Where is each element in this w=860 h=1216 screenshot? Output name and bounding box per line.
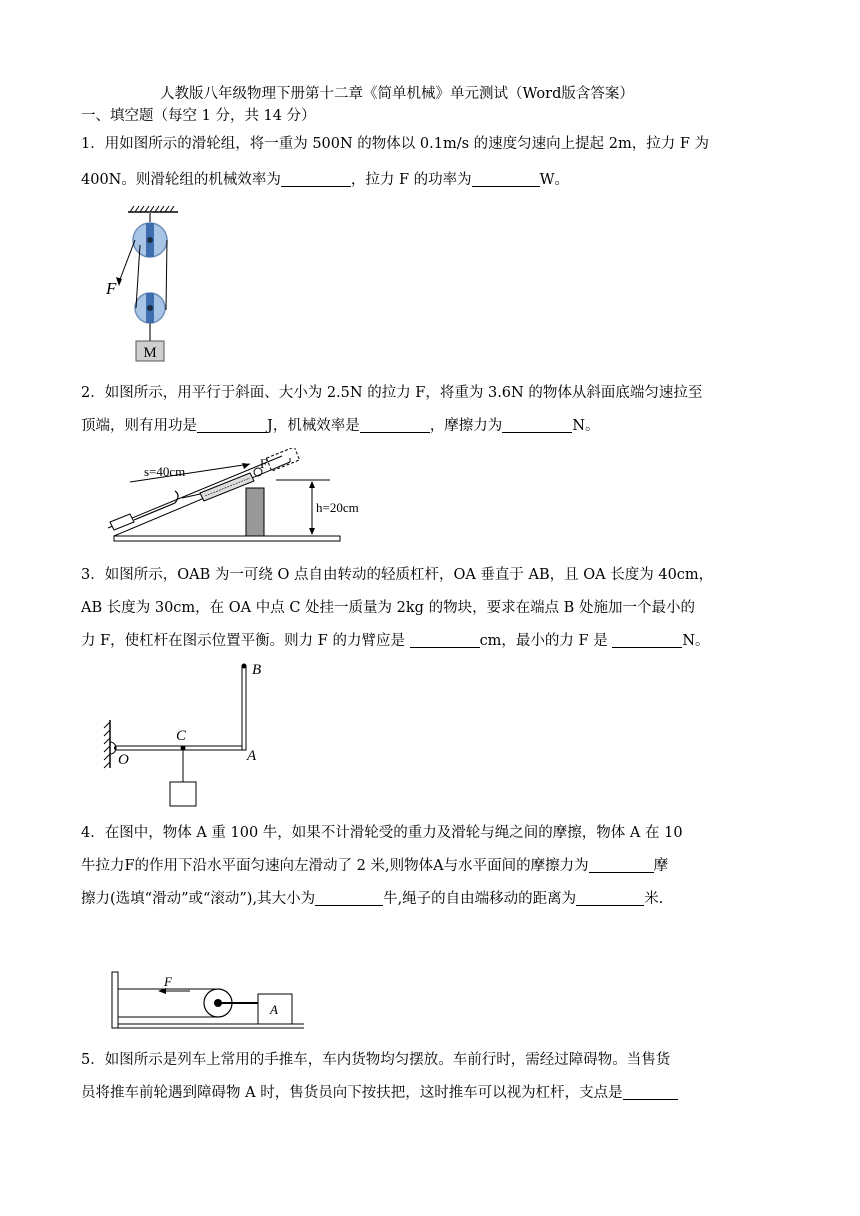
lever-figure bbox=[96, 660, 276, 810]
q1-text-c: W。 bbox=[539, 172, 570, 188]
q4-fig-label-A: A bbox=[270, 1002, 278, 1017]
q2-blank-efficiency[interactable] bbox=[360, 417, 430, 433]
q3-text-a: 力 F，使杠杆在图示位置平衡。则力 F 的力臂应是 bbox=[81, 633, 405, 649]
q4-text-c: 擦力(选填“滑动”或“滚动”),其大小为 bbox=[81, 891, 316, 907]
q1-line2 bbox=[81, 170, 569, 190]
q4-text-a: 牛拉力F的作用下沿水平面匀速向左滑动了 2 米,则物体A与水平面间的摩擦力为 bbox=[81, 858, 589, 874]
q2-text-c: ，摩擦力为 bbox=[429, 418, 503, 434]
q4-fig-label-F: F bbox=[164, 974, 172, 989]
q5-blank-fulcrum[interactable] bbox=[623, 1084, 678, 1100]
section-heading: 一、填空题（每空 1 分，共 14 分） bbox=[81, 108, 316, 124]
q2-blank-useful-work[interactable] bbox=[197, 417, 267, 433]
q2-blank-friction[interactable] bbox=[502, 417, 572, 433]
q3-fig-label-C: C bbox=[176, 728, 187, 744]
q4-line2 bbox=[81, 856, 668, 876]
q3-line3 bbox=[81, 631, 710, 651]
q2-line2 bbox=[81, 416, 600, 436]
incline-figure bbox=[100, 448, 365, 548]
q1-text-b: ，拉力 F 的功率为 bbox=[350, 172, 472, 188]
q2-line1: 2．如图所示，用平行于斜面、大小为 2.5N 的拉力 F，将重为 3.6N 的物体从斜面底端匀速拉至 bbox=[81, 385, 703, 401]
q2-fig-label-s: s=40cm bbox=[144, 464, 186, 479]
document-title: 人教版八年级物理下册第十二章《简单机械》单元测试（Word版含答案） bbox=[160, 86, 634, 102]
q1-text-a: 400N。则滑轮组的机械效率为 bbox=[81, 172, 281, 188]
q2-fig-label-h: h=20cm bbox=[316, 500, 359, 515]
q4-blank-friction-size[interactable] bbox=[315, 890, 383, 906]
q5-line2 bbox=[81, 1083, 678, 1103]
q3-fig-label-O: O bbox=[118, 752, 129, 768]
q4-line1: 4．在图中，物体 A 重 100 牛，如果不计滑轮受的重力及滑轮与绳之间的摩擦，物体 A 在 10 bbox=[81, 825, 683, 841]
q4-blank-friction-type[interactable] bbox=[589, 857, 654, 873]
q1-fig-label-M: M bbox=[143, 345, 157, 361]
q3-text-b: cm，最小的力 F 是 bbox=[479, 633, 608, 649]
q1-blank-power[interactable] bbox=[472, 171, 540, 187]
q2-fig-label-F: F bbox=[260, 456, 268, 471]
q2-text-a: 顶端，则有用功是 bbox=[81, 418, 197, 434]
q3-blank-min-force[interactable] bbox=[612, 632, 682, 648]
q3-line1: 3．如图所示，OAB 为一可绕 O 点自由转动的轻质杠杆，OA 垂直于 AB，且 OA 长度为 40cm， bbox=[81, 567, 714, 583]
q4-text-e: 米. bbox=[644, 891, 664, 907]
pulley-system-figure bbox=[100, 200, 190, 365]
q3-text-c: N。 bbox=[682, 633, 710, 649]
q4-line3 bbox=[81, 889, 663, 909]
horizontal-pulley-figure bbox=[108, 966, 308, 1034]
q4-text-b: 摩 bbox=[653, 858, 669, 874]
q3-blank-lever-arm[interactable] bbox=[410, 632, 480, 648]
q3-fig-label-B: B bbox=[252, 662, 262, 678]
q1-line1: 1．用如图所示的滑轮组，将一重为 500N 的物体以 0.1m/s 的速度匀速向上提起 2m，拉力 F 为 bbox=[81, 136, 710, 152]
q4-text-d: 牛,绳子的自由端移动的距离为 bbox=[383, 891, 577, 907]
q3-fig-label-A: A bbox=[247, 748, 257, 764]
q2-text-d: N。 bbox=[572, 418, 600, 434]
q3-line2: AB 长度为 30cm，在 OA 中点 C 处挂一质量为 2kg 的物块，要求在端点 B 处施加一个最小的 bbox=[81, 600, 695, 616]
q2-text-b: J，机械效率是 bbox=[267, 418, 360, 434]
q1-fig-label-F: F bbox=[106, 279, 117, 298]
q4-blank-distance[interactable] bbox=[576, 890, 644, 906]
q5-text-a: 员将推车前轮遇到障碍物 A 时，售货员向下按扶把，这时推车可以视为杠杆，支点是 bbox=[81, 1085, 623, 1101]
q1-blank-efficiency[interactable] bbox=[281, 171, 351, 187]
q5-line1: 5．如图所示是列车上常用的手推车，车内货物均匀摆放。车前行时，需经过障碍物。当售货 bbox=[81, 1052, 671, 1068]
